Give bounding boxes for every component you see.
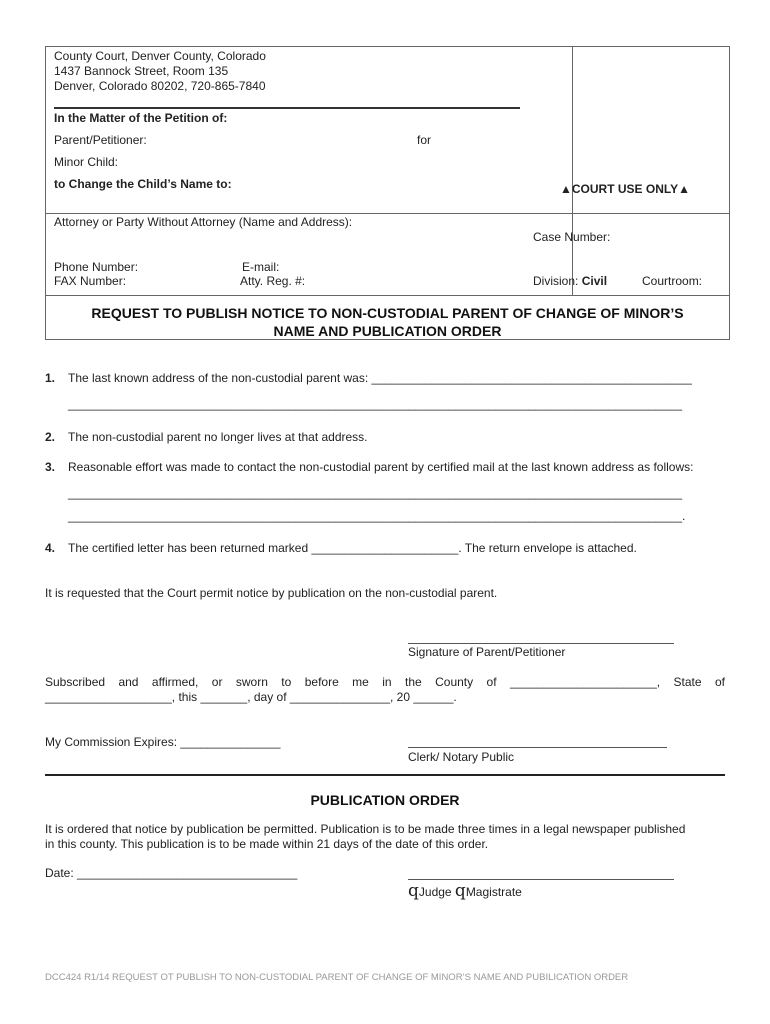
for-label: for [417, 133, 432, 147]
parent-petitioner-label: Parent/Petitioner: [54, 133, 147, 147]
form-footer: DCC424 R1/14 REQUEST OT PUBLISH TO NON-CUSTODIAL PARENT OF CHANGE OF MINOR’S NAME AND PUBILICATION ORDER [45, 972, 629, 983]
caption-divider-1 [46, 213, 729, 214]
judge-label: Judge [418, 885, 455, 899]
item-3-number: 3. [45, 460, 56, 474]
minor-child-label: Minor Child: [54, 155, 119, 169]
email-label: E-mail: [242, 260, 280, 274]
division-value: Civil [581, 274, 608, 288]
division-label: Division: Civil [533, 274, 608, 288]
item-1-blank: ____________________________________________________________________________________________ [68, 397, 682, 411]
caption-divider-2 [46, 295, 729, 296]
form-title-line2: NAME AND PUBLICATION ORDER [273, 323, 502, 339]
subscribed-line-1: Subscribed and affirmed, or sworn to before me in the County of ______________________, State of [45, 675, 725, 689]
order-text-line1: It is ordered that notice by publication be permitted. Publication is to be made three times in a legal newspaper published [45, 822, 686, 836]
request-statement: It is requested that the Court permit notice by publication on the non-custodial parent. [45, 586, 498, 600]
court-use-only: ▲COURT USE ONLY▲ [560, 182, 690, 196]
courtroom-label: Courtroom: [642, 274, 703, 288]
petitioner-signature-line[interactable] [408, 643, 674, 644]
magistrate-label: Magistrate [465, 885, 522, 899]
court-address: 1437 Bannock Street, Room 135 [54, 64, 229, 78]
item-2-number: 2. [45, 430, 56, 444]
item-3-blank-1: ____________________________________________________________________________________________ [68, 486, 682, 500]
judge-signature-line[interactable] [408, 879, 674, 880]
subscribed-line-2: ___________________, this _______, day of _______________, 20 ______. [45, 690, 457, 704]
attorney-label: Attorney or Party Without Attorney (Name and Address): [54, 215, 353, 229]
judge-magistrate-choice [408, 881, 522, 901]
caption-box [45, 46, 730, 340]
item-3-text: Reasonable effort was made to contact the non-custodial parent by certified mail at the last known address as follows: [68, 460, 694, 474]
notary-signature-line[interactable] [408, 747, 667, 748]
caption-rule [54, 107, 520, 109]
judge-checkbox-icon[interactable]: q [408, 881, 419, 901]
phone-label: Phone Number: [54, 260, 139, 274]
petitioner-signature-label: Signature of Parent/Petitioner [408, 645, 566, 659]
item-1-text: The last known address of the non-custodial parent was: ________________________________________________ [68, 371, 692, 385]
court-name: County Court, Denver County, Colorado [54, 49, 266, 63]
magistrate-checkbox-icon[interactable]: q [454, 881, 466, 901]
section-separator [45, 774, 725, 776]
item-4-number: 4. [45, 541, 56, 555]
item-1-number: 1. [45, 371, 56, 385]
item-3-blank-2: ____________________________________________________________________________________________. [68, 509, 686, 523]
case-number-label: Case Number: [533, 230, 611, 244]
court-city-phone: Denver, Colorado 80202, 720-865-7840 [54, 79, 266, 93]
notary-label: Clerk/ Notary Public [408, 750, 515, 764]
item-4-text: The certified letter has been returned marked ______________________. The return envelope is attached. [68, 541, 637, 555]
order-date: Date: _________________________________ [45, 866, 298, 880]
atty-reg-label: Atty. Reg. #: [240, 274, 306, 288]
publication-order-heading: PUBLICATION ORDER [310, 792, 460, 808]
matter-label: In the Matter of the Petition of: [54, 111, 228, 125]
change-name-label: to Change the Child’s Name to: [54, 177, 232, 191]
caption-divider-vertical [572, 47, 573, 295]
order-text-line2: in this county. This publication is to be made within 21 days of the date of this order. [45, 837, 489, 851]
item-2-text: The non-custodial parent no longer lives at that address. [68, 430, 368, 444]
fax-label: FAX Number: [54, 274, 127, 288]
commission-expires: My Commission Expires: _______________ [45, 735, 281, 749]
form-title-line1: REQUEST TO PUBLISH NOTICE TO NON-CUSTODIAL PARENT OF CHANGE OF MINOR’S [91, 305, 684, 321]
